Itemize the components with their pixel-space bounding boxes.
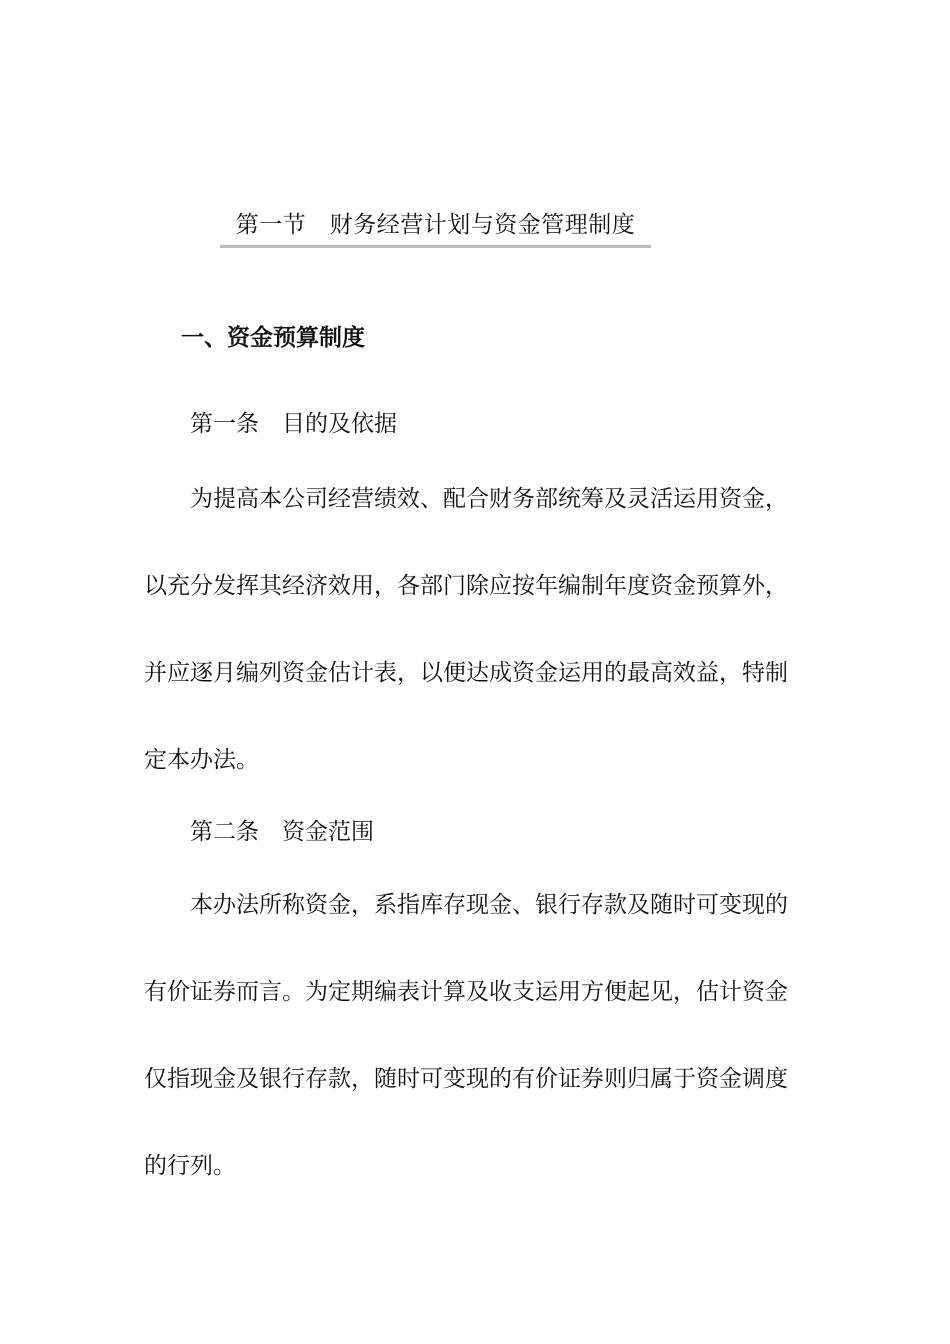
article-2-line-1: 本办法所称资金，系指库存现金、银行存款及随时可变现的 [190, 892, 788, 918]
article-1-line-1: 为提高本公司经营绩效、配合财务部统筹及灵活运用资金， [190, 486, 788, 512]
title-underline [220, 245, 651, 248]
article-1-title: 第一条 目的及依据 [190, 411, 397, 437]
article-2-line-2: 有价证券而言。为定期编表计算及收支运用方便起见，估计资金 [144, 979, 788, 1005]
article-1-line-2: 以充分发挥其经济效用，各部门除应按年编制年度资金预算外， [144, 573, 788, 599]
article-2-line-3: 仅指现金及银行存款，随时可变现的有价证券则归属于资金调度 [144, 1066, 788, 1092]
article-1-line-3: 并应逐月编列资金估计表，以便达成资金运用的最高效益，特制 [144, 660, 788, 686]
article-2-line-4: 的行列。 [144, 1153, 236, 1179]
article-2-title: 第二条 资金范围 [190, 819, 374, 845]
article-1-line-4: 定本办法。 [144, 747, 259, 773]
chapter-heading: 一、资金预算制度 [181, 325, 365, 351]
section-title: 第一节 财务经营计划与资金管理制度 [235, 212, 636, 238]
